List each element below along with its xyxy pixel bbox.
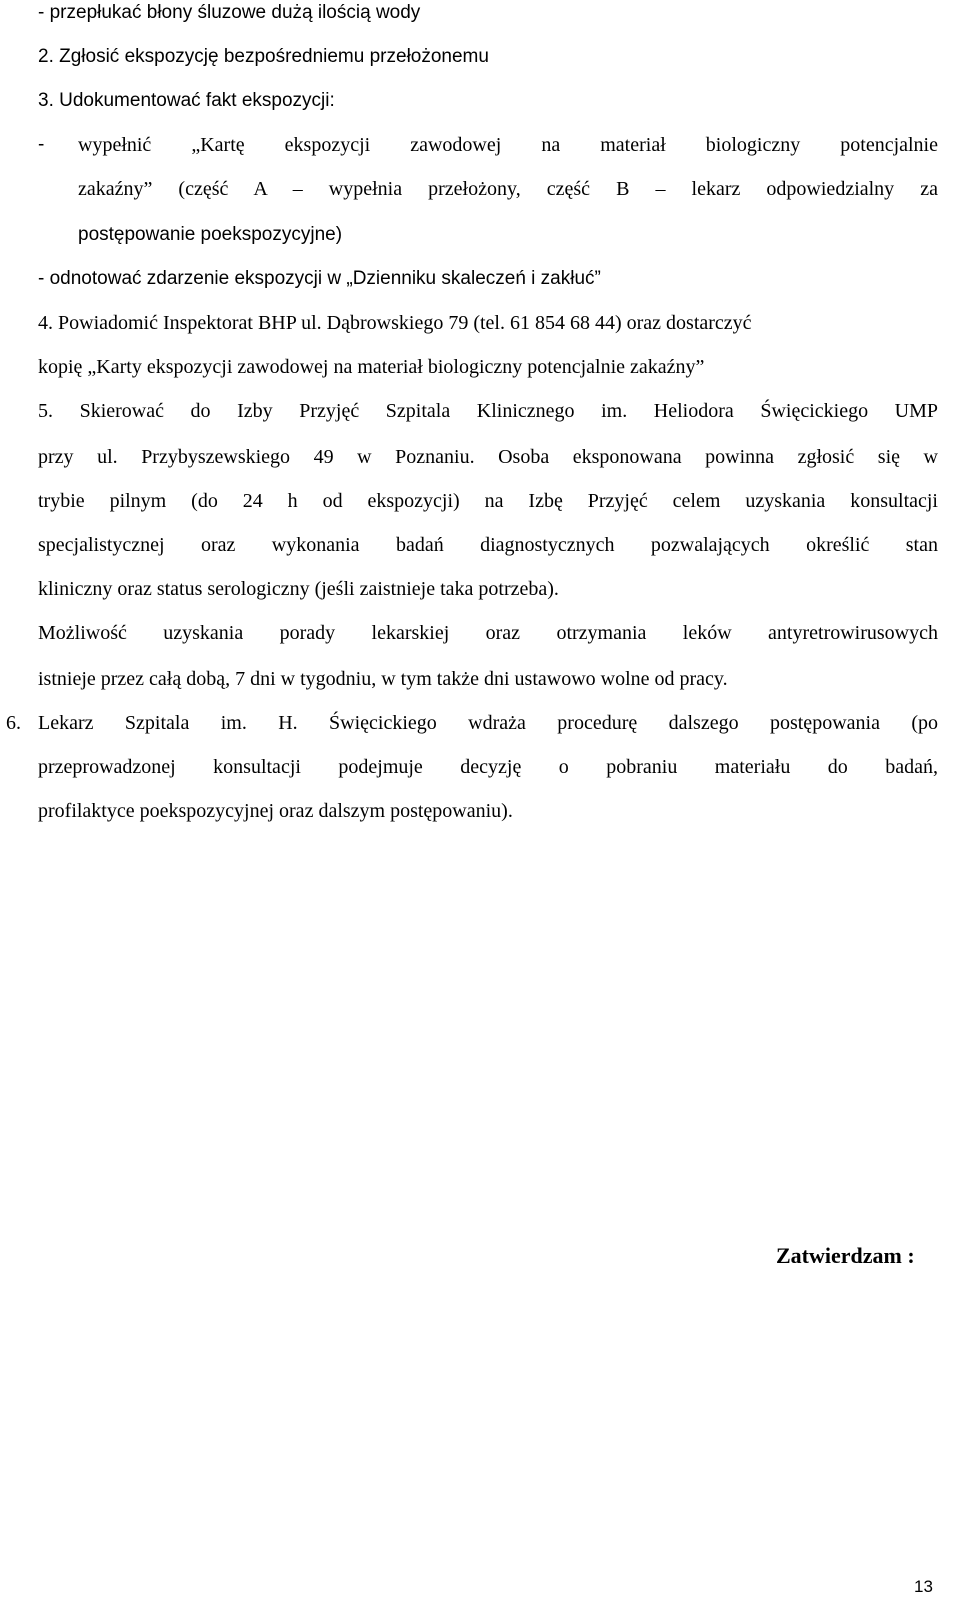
text-line: kopię „Karty ekspozycji zawodowej na materiał biologiczny potencjalnie zakaźny” xyxy=(38,356,705,378)
text-line: Możliwość uzyskania porady lekarskiej oraz otrzymania leków antyretrowirusowych xyxy=(38,622,938,644)
text-line: kliniczny oraz status serologiczny (jeśli zaistnieje taka potrzeba). xyxy=(38,578,559,600)
text-line: Lekarz Szpitala im. H. Święcickiego wdraża procedurę dalszego postępowania (po xyxy=(38,712,938,734)
text-line: istnieje przez całą dobą, 7 dni w tygodniu, w tym także dni ustawowo wolne od pracy. xyxy=(38,668,728,690)
text-line: profilaktyce poekspozycyjnej oraz dalszym postępowaniu). xyxy=(38,800,513,822)
text-line: wypełnić „Kartę ekspozycji zawodowej na materiał biologiczny potencjalnie xyxy=(78,134,938,156)
text-line: - odnotować zdarzenie ekspozycji w „Dzienniku skaleczeń i zakłuć” xyxy=(38,268,601,289)
text-line: 2. Zgłosić ekspozycję bezpośredniemu przełożonemu xyxy=(38,46,489,67)
text-line: 3. Udokumentować fakt ekspozycji: xyxy=(38,90,335,111)
text-line: przeprowadzonej konsultacji podejmuje decyzję o pobraniu materiału do badań, xyxy=(38,756,938,778)
text-line: 4. Powiadomić Inspektorat BHP ul. Dąbrowskiego 79 (tel. 61 854 68 44) oraz dostarczyć xyxy=(38,312,752,334)
text-line: 5. Skierować do Izby Przyjęć Szpitala Klinicznego im. Heliodora Święcickiego UMP xyxy=(38,400,938,422)
list-dash: - xyxy=(38,134,45,155)
text-line: zakaźny” (część A – wypełnia przełożony, część B – lekarz odpowiedzialny za xyxy=(78,178,938,200)
text-line: przy ul. Przybyszewskiego 49 w Poznaniu. Osoba eksponowana powinna zgłosić się w xyxy=(38,446,938,468)
text-line: trybie pilnym (do 24 h od ekspozycji) na Izbę Przyjęć celem uzyskania konsultacji xyxy=(38,490,938,512)
text-line: - przepłukać błony śluzowe dużą ilością wody xyxy=(38,2,421,23)
list-number: 6. xyxy=(6,712,21,734)
page-number: 13 xyxy=(914,1577,933,1596)
text-line: postępowanie poekspozycyjne) xyxy=(78,224,343,245)
approval-label: Zatwierdzam : xyxy=(776,1243,915,1268)
text-line: specjalistycznej oraz wykonania badań diagnostycznych pozwalających określić stan xyxy=(38,534,938,556)
